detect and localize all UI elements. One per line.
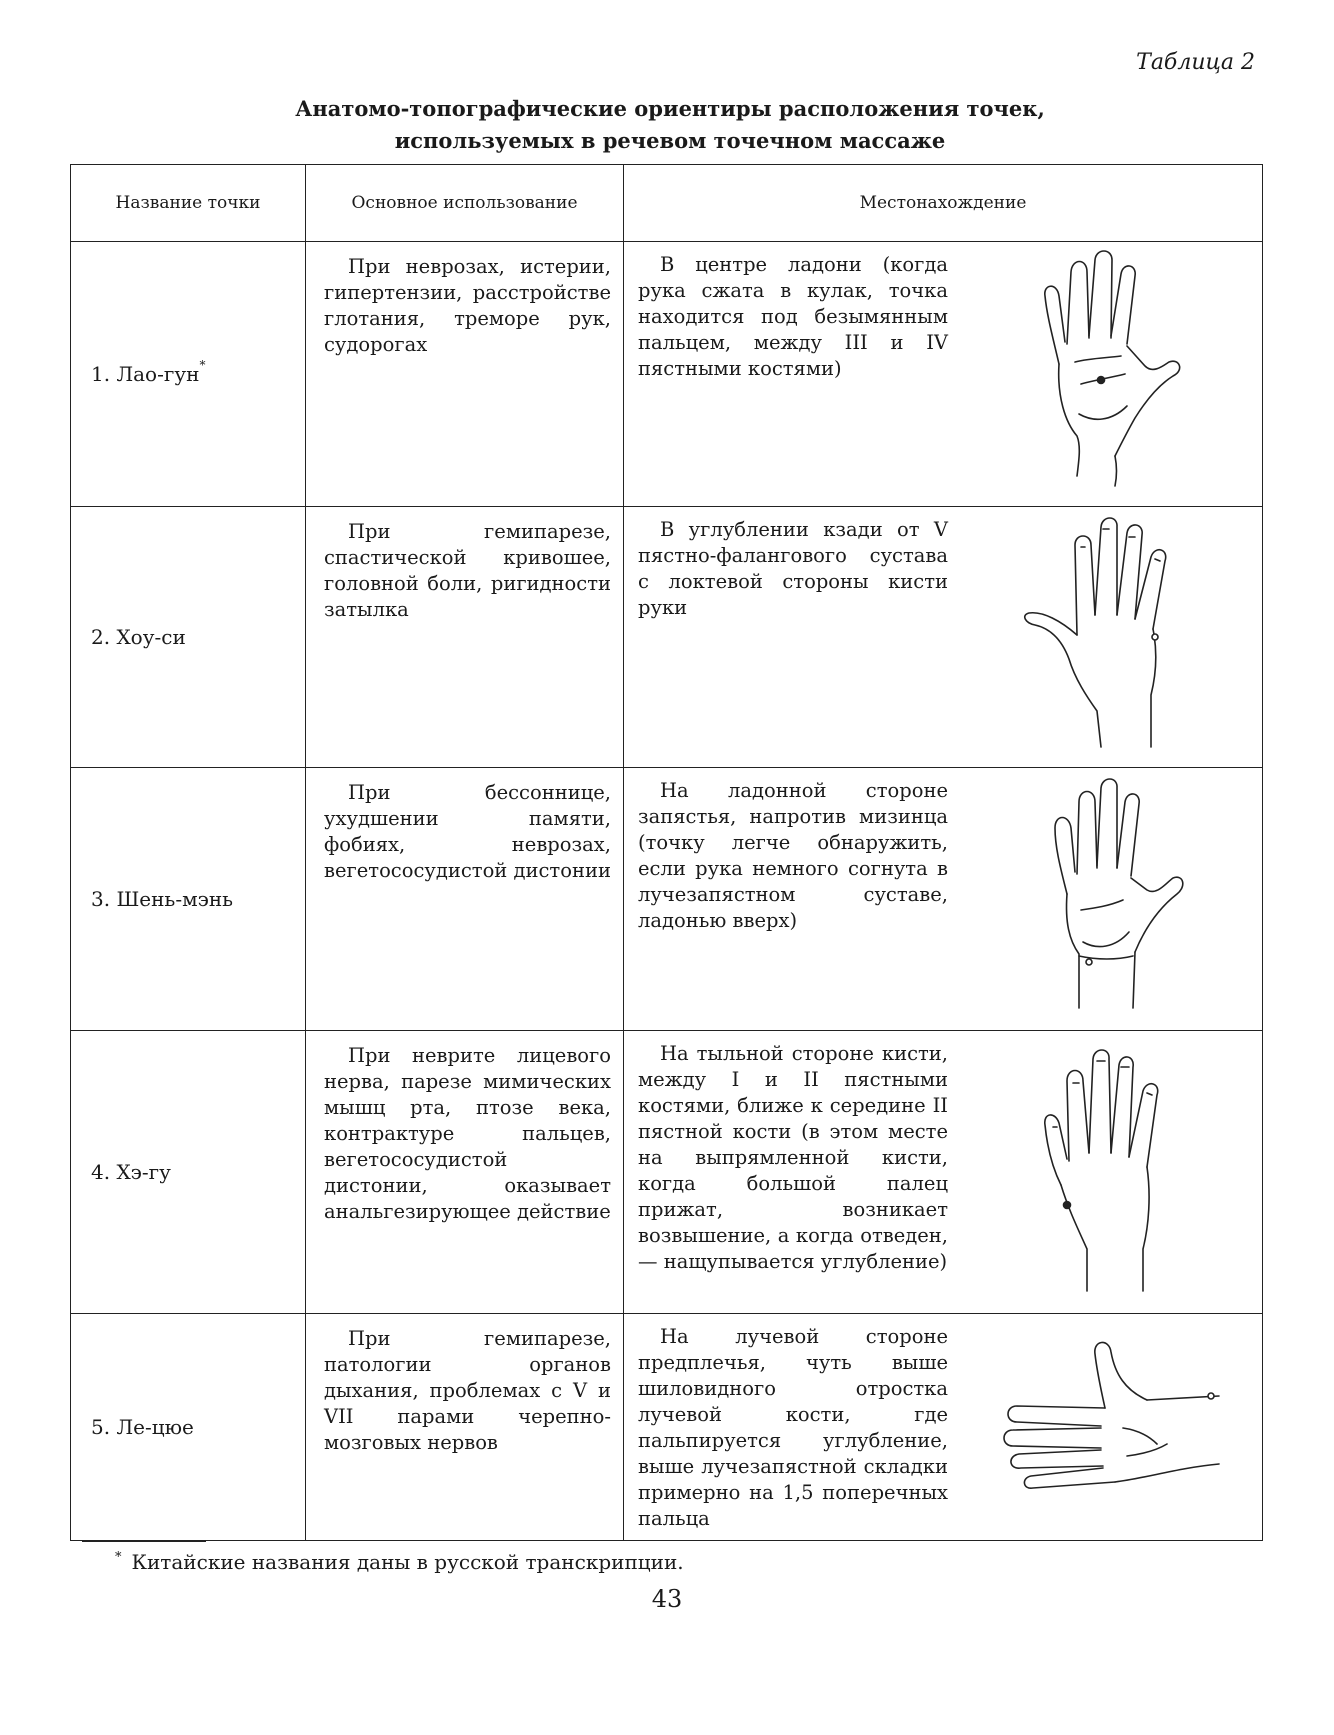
title-line-1: Анатомо-топографические ориентиры расположения точек,: [295, 96, 1045, 121]
back-hand-ulnar-point-icon: [1017, 511, 1207, 751]
table-row: [71, 507, 1263, 768]
point-location: В центре ладони (когда рука сжата в кулак, точка находится под безымянным пальцем, между III и IV пястными костями): [638, 253, 948, 380]
point-name: 4. Хэ-гу: [91, 1160, 171, 1184]
point-use: При неврите лицевого нерва, парезе мимических мышц рта, птозе века, контрактуре пальцев, вегетососудистой дистонии, оказывает анальгезирующее действие: [324, 1044, 611, 1223]
column-header-use: Основное использование: [306, 165, 624, 242]
table-title: [200, 93, 1140, 157]
point-use: При гемипарезе, патологии органов дыхания, проблемах с V и VII парами черепно-мозговых нервов: [324, 1327, 611, 1454]
page-number: 43: [651, 1585, 683, 1613]
footnote-mark: *: [115, 1550, 122, 1565]
point-location: В углублении кзади от V пястно-фалангового сустава с локтевой стороны кисти руки: [638, 518, 948, 619]
back-hand-thumb-point-icon: [1017, 1035, 1207, 1295]
point-name-cell: [71, 507, 306, 768]
point-name-cell: [71, 242, 306, 507]
point-name-cell: [71, 1031, 306, 1314]
point-name-cell: [71, 768, 306, 1031]
point-location: На тыльной стороне кисти, между I и II пястными костями, ближе к середине II пястной кости (в этом месте на выпрямленной кисти, когда большой палец прижат, возникает возвышение, а когда отведен, — нащупывается углубление): [638, 1042, 948, 1273]
table-row: [71, 242, 1263, 507]
table-label: Таблица 2: [1136, 50, 1255, 75]
point-location-cell: [624, 242, 1263, 507]
point-use-cell: [306, 242, 624, 507]
table-header-row: [71, 165, 1263, 242]
point-name: 5. Ле-цюе: [91, 1415, 194, 1439]
palm-hand-center-point-icon: [1017, 246, 1207, 490]
points-table: [70, 164, 1263, 1541]
point-name: 3. Шень-мэнь: [91, 887, 234, 911]
point-use-cell: [306, 768, 624, 1031]
point-location-cell: [624, 507, 1263, 768]
point-use: При неврозах, истерии, гипертензии, расстройстве глотания, треморе рук, судорогах: [324, 255, 611, 356]
point-name: 2. Хоу-си: [91, 625, 186, 649]
point-name-cell: [71, 1314, 306, 1541]
point-name: 1. Лао-гун: [91, 362, 200, 386]
horizontal-hand-forearm-point-icon: [997, 1318, 1227, 1508]
point-location: На лучевой стороне предплечья, чуть выше шиловидного отростка лучевой кости, где пальпируется углубление, выше лучезапястной складки примерно на 1,5 поперечных пальца: [638, 1325, 948, 1530]
point-location-cell: [624, 768, 1263, 1031]
column-header-name: Название точки: [71, 165, 306, 242]
point-use-cell: [306, 1031, 624, 1314]
footnote-rule: [82, 1541, 206, 1542]
point-location: На ладонной стороне запястья, напротив мизинца (точку легче обнаружить, если рука немного согнута в лучезапястном суставе, ладонью вверх): [638, 779, 948, 932]
point-location-cell: [624, 1031, 1263, 1314]
point-use-cell: [306, 507, 624, 768]
title-line-2: используемых в речевом точечном массаже: [394, 128, 946, 153]
footnote-text: Китайские названия даны в русской транскрипции.: [131, 1550, 684, 1574]
table-row: [71, 1031, 1263, 1314]
point-use-cell: [306, 1314, 624, 1541]
point-use: При бессоннице, ухудшении памяти, фобиях, неврозах, вегетососудистой дистонии: [324, 781, 611, 882]
footnote-marker: *: [199, 358, 206, 372]
palm-hand-wrist-point-icon: [1017, 772, 1207, 1012]
point-use: При гемипарезе, спастической кривошее, головной боли, ригидности затылка: [324, 520, 611, 621]
table-row: [71, 1314, 1263, 1541]
footnote: [115, 1548, 1015, 1576]
column-header-location: Местонахождение: [624, 165, 1263, 242]
table-row: [71, 768, 1263, 1031]
point-location-cell: [624, 1314, 1263, 1541]
